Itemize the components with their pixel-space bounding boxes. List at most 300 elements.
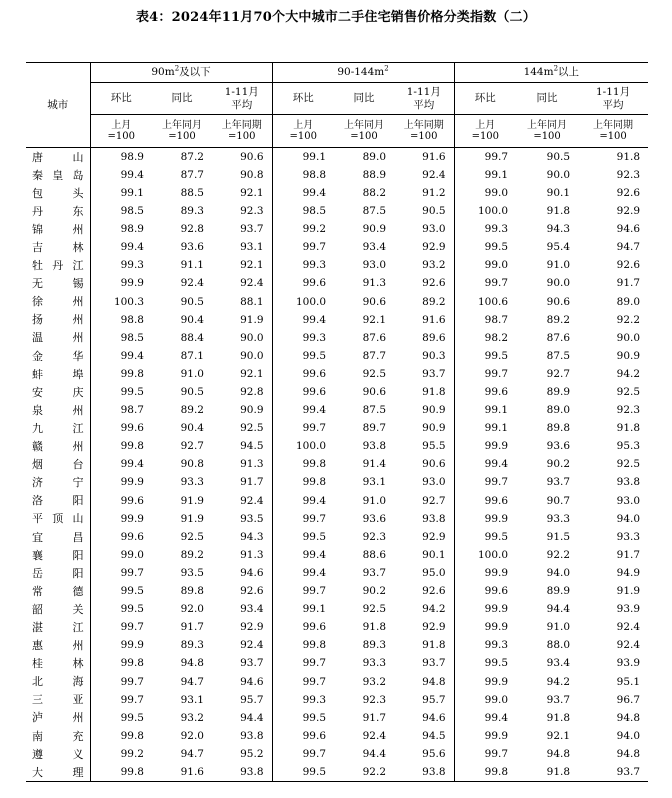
base-label-line1: 上月 xyxy=(475,119,496,131)
value-cell: 91.0 xyxy=(362,494,387,507)
city-name-cell: 安庆 xyxy=(26,383,90,401)
value-cell: 92.6 xyxy=(394,275,454,293)
value-cell: 99.3 xyxy=(484,639,509,652)
base-header xyxy=(272,115,334,148)
value-cell: 99.4 xyxy=(120,241,144,254)
value-cell: 99.9 xyxy=(484,440,509,453)
value-cell: 94.6 xyxy=(394,709,454,727)
value-cell: 92.1 xyxy=(212,365,272,383)
value-cell: 99.3 xyxy=(302,331,327,344)
city-name-cell: 九江 xyxy=(26,419,90,437)
value-cell: 92.3 xyxy=(362,530,387,543)
city-name-cell: 韶关 xyxy=(26,600,90,618)
table-row xyxy=(26,637,648,655)
table-row xyxy=(26,745,648,763)
city-column-header: 城市 xyxy=(26,63,90,148)
value-cell: 94.5 xyxy=(212,438,272,456)
value-cell: 91.6 xyxy=(394,311,454,329)
value-cell: 93.6 xyxy=(546,440,571,453)
table-row xyxy=(26,655,648,673)
value-cell: 99.4 xyxy=(302,404,327,417)
value-cell: 94.3 xyxy=(212,528,272,546)
value-cell: 99.7 xyxy=(484,747,509,760)
value-cell: 94.2 xyxy=(394,600,454,618)
value-cell: 100.6 xyxy=(477,295,509,308)
group-label-sup: 2 xyxy=(553,64,559,73)
city-name-cell: 温州 xyxy=(26,329,90,347)
table-row xyxy=(26,220,648,238)
value-cell: 99.5 xyxy=(120,386,144,399)
value-cell: 93.2 xyxy=(394,257,454,275)
table-row xyxy=(26,727,648,745)
value-cell: 99.5 xyxy=(484,241,509,254)
value-cell: 99.1 xyxy=(484,404,509,417)
value-cell: 91.3 xyxy=(212,456,272,474)
value-cell: 88.0 xyxy=(546,639,571,652)
value-cell: 87.1 xyxy=(180,349,204,362)
value-cell: 94.7 xyxy=(616,241,641,254)
table-row xyxy=(26,691,648,709)
value-cell: 99.8 xyxy=(302,476,327,489)
value-cell: 99.9 xyxy=(120,639,144,652)
value-cell: 90.3 xyxy=(394,347,454,365)
table-row xyxy=(26,510,648,528)
value-cell: 93.2 xyxy=(362,675,387,688)
value-cell: 95.5 xyxy=(394,438,454,456)
value-cell: 95.6 xyxy=(394,745,454,763)
city-name-cell: 宜昌 xyxy=(26,528,90,546)
value-cell: 90.2 xyxy=(362,585,387,598)
value-cell: 93.8 xyxy=(394,510,454,528)
value-cell: 89.2 xyxy=(546,313,571,326)
table-row xyxy=(26,564,648,582)
value-cell: 94.7 xyxy=(180,747,204,760)
value-cell: 91.1 xyxy=(180,259,204,272)
value-cell: 93.3 xyxy=(546,512,571,525)
value-cell: 92.4 xyxy=(616,639,641,652)
value-cell: 93.8 xyxy=(212,763,272,782)
value-cell: 96.7 xyxy=(616,693,641,706)
metric-label-line2: 平均 xyxy=(231,98,253,111)
value-cell: 91.8 xyxy=(362,621,387,634)
city-name-cell: 大理 xyxy=(26,763,90,782)
value-cell: 99.1 xyxy=(120,186,144,199)
value-cell: 99.5 xyxy=(272,763,334,782)
value-cell: 91.8 xyxy=(546,711,571,724)
base-header xyxy=(516,115,578,148)
value-cell: 91.6 xyxy=(152,763,212,782)
value-cell: 92.3 xyxy=(616,404,641,417)
city-name-cell: 金华 xyxy=(26,347,90,365)
table-row xyxy=(26,582,648,600)
value-cell: 99.1 xyxy=(302,150,327,163)
value-cell: 99.4 xyxy=(120,458,144,471)
table-row xyxy=(26,600,648,618)
value-cell: 93.7 xyxy=(394,655,454,673)
value-cell: 90.1 xyxy=(546,186,571,199)
value-cell: 89.0 xyxy=(546,404,571,417)
group-header-1 xyxy=(90,63,272,83)
value-cell: 93.8 xyxy=(394,763,454,782)
value-cell: 87.7 xyxy=(180,168,204,181)
value-cell: 94.2 xyxy=(546,675,571,688)
table-row xyxy=(26,365,648,383)
value-cell: 90.5 xyxy=(546,150,571,163)
value-cell: 93.9 xyxy=(616,657,641,670)
base-header xyxy=(334,115,394,148)
value-cell: 99.4 xyxy=(484,711,509,724)
value-cell: 99.4 xyxy=(302,566,327,579)
value-cell: 92.4 xyxy=(180,277,204,290)
value-cell: 94.7 xyxy=(180,675,204,688)
value-cell: 99.0 xyxy=(484,693,509,706)
value-cell: 99.8 xyxy=(302,458,327,471)
value-cell: 93.7 xyxy=(546,476,571,489)
value-cell: 99.7 xyxy=(484,277,509,290)
value-cell: 93.5 xyxy=(212,510,272,528)
value-cell: 98.7 xyxy=(120,404,144,417)
table-row xyxy=(26,673,648,691)
value-cell: 98.5 xyxy=(302,205,327,218)
value-cell: 91.7 xyxy=(180,621,204,634)
base-label-line1: 上年同月 xyxy=(527,119,568,131)
table-row xyxy=(26,763,648,782)
city-name-cell: 遵义 xyxy=(26,745,90,763)
value-cell: 92.2 xyxy=(546,548,571,561)
city-name-cell: 桂林 xyxy=(26,655,90,673)
value-cell: 88.1 xyxy=(212,293,272,311)
value-cell: 88.4 xyxy=(180,331,204,344)
value-cell: 92.9 xyxy=(616,205,641,218)
value-cell: 99.3 xyxy=(120,259,144,272)
city-name-cell: 烟台 xyxy=(26,456,90,474)
value-cell: 91.0 xyxy=(546,621,571,634)
city-name-cell: 赣州 xyxy=(26,438,90,456)
value-cell: 95.7 xyxy=(212,691,272,709)
value-cell: 90.0 xyxy=(546,168,571,181)
value-cell: 98.9 xyxy=(120,150,144,163)
value-cell: 91.7 xyxy=(362,711,387,724)
value-cell: 89.0 xyxy=(616,295,641,308)
value-cell: 99.7 xyxy=(120,675,144,688)
value-cell: 99.1 xyxy=(484,168,509,181)
value-cell: 99.6 xyxy=(302,621,327,634)
value-cell: 99.5 xyxy=(484,349,509,362)
value-cell: 91.0 xyxy=(180,367,204,380)
value-cell: 99.6 xyxy=(484,386,509,399)
city-name-cell: 丹东 xyxy=(26,202,90,220)
value-cell: 100.0 xyxy=(295,295,327,308)
value-cell: 95.2 xyxy=(212,745,272,763)
value-cell: 92.4 xyxy=(212,275,272,293)
value-cell: 89.2 xyxy=(394,293,454,311)
city-name-cell: 济宁 xyxy=(26,474,90,492)
value-cell: 91.9 xyxy=(180,512,204,525)
metric-label-line1: 环比 xyxy=(292,92,314,105)
base-label-line1: 上月 xyxy=(293,119,314,131)
value-cell: 90.2 xyxy=(546,458,571,471)
value-cell: 99.3 xyxy=(302,693,327,706)
value-cell: 92.9 xyxy=(394,528,454,546)
value-cell: 92.9 xyxy=(394,238,454,256)
value-cell: 92.5 xyxy=(616,458,641,471)
city-name-cell: 惠州 xyxy=(26,637,90,655)
value-cell: 98.8 xyxy=(302,168,327,181)
value-cell: 93.1 xyxy=(362,476,387,489)
value-cell: 93.6 xyxy=(180,241,204,254)
value-cell: 99.2 xyxy=(302,223,327,236)
table-title: 表4：2024年11月70个大中城市二手住宅销售价格分类指数（二） xyxy=(135,10,536,25)
city-name-cell: 蚌埠 xyxy=(26,365,90,383)
value-cell: 99.9 xyxy=(484,603,509,616)
value-cell: 89.8 xyxy=(546,422,571,435)
value-cell: 93.6 xyxy=(362,512,387,525)
table-row xyxy=(26,383,648,401)
base-label-line2: =100 xyxy=(410,131,438,142)
value-cell: 94.0 xyxy=(616,729,641,742)
value-cell: 99.0 xyxy=(484,186,509,199)
value-cell: 99.0 xyxy=(484,259,509,272)
base-label-line2: =100 xyxy=(350,131,378,142)
value-cell: 92.6 xyxy=(212,582,272,600)
base-label-line2: =100 xyxy=(599,131,627,142)
value-cell: 92.8 xyxy=(212,383,272,401)
metric-header xyxy=(152,83,212,115)
value-cell: 99.8 xyxy=(120,367,144,380)
value-cell: 93.3 xyxy=(362,657,387,670)
value-cell: 91.8 xyxy=(394,637,454,655)
value-cell: 90.9 xyxy=(394,419,454,437)
city-name-cell: 唐山 xyxy=(26,148,90,167)
value-cell: 99.7 xyxy=(120,621,144,634)
value-cell: 91.3 xyxy=(362,277,387,290)
value-cell: 99.0 xyxy=(120,548,144,561)
value-cell: 91.7 xyxy=(212,474,272,492)
value-cell: 98.2 xyxy=(484,331,509,344)
base-header xyxy=(578,115,648,148)
value-cell: 92.1 xyxy=(546,729,571,742)
value-cell: 90.0 xyxy=(546,277,571,290)
value-cell: 88.2 xyxy=(362,186,387,199)
table-row xyxy=(26,438,648,456)
value-cell: 92.9 xyxy=(394,618,454,636)
city-name-cell: 无锡 xyxy=(26,275,90,293)
group-label-sup: 2 xyxy=(174,64,180,73)
value-cell: 94.8 xyxy=(616,747,641,760)
value-cell: 98.9 xyxy=(120,223,144,236)
table-row xyxy=(26,347,648,365)
value-cell: 87.5 xyxy=(362,205,387,218)
value-cell: 90.4 xyxy=(180,313,204,326)
value-cell: 90.5 xyxy=(180,386,204,399)
value-cell: 91.6 xyxy=(394,148,454,167)
value-cell: 99.9 xyxy=(120,512,144,525)
value-cell: 90.5 xyxy=(180,295,204,308)
value-cell: 94.6 xyxy=(616,223,641,236)
value-cell: 92.0 xyxy=(180,729,204,742)
value-cell: 92.4 xyxy=(616,621,641,634)
header-row-metrics xyxy=(26,83,648,115)
value-cell: 91.8 xyxy=(516,763,578,782)
value-cell: 92.4 xyxy=(362,729,387,742)
city-name-cell: 南充 xyxy=(26,727,90,745)
value-cell: 92.5 xyxy=(212,419,272,437)
metric-label-line1: 同比 xyxy=(536,92,558,105)
value-cell: 91.8 xyxy=(546,205,571,218)
value-cell: 98.5 xyxy=(120,331,144,344)
value-cell: 90.4 xyxy=(180,422,204,435)
city-name-cell: 襄阳 xyxy=(26,546,90,564)
value-cell: 93.1 xyxy=(180,693,204,706)
value-cell: 93.7 xyxy=(212,655,272,673)
value-cell: 87.5 xyxy=(362,404,387,417)
city-name-cell: 北海 xyxy=(26,673,90,691)
value-cell: 94.4 xyxy=(212,709,272,727)
city-name-cell: 徐州 xyxy=(26,293,90,311)
value-cell: 91.9 xyxy=(180,494,204,507)
header-row-bases xyxy=(26,115,648,148)
value-cell: 92.5 xyxy=(362,603,387,616)
value-cell: 95.4 xyxy=(546,241,571,254)
value-cell: 94.6 xyxy=(212,564,272,582)
value-cell: 87.5 xyxy=(546,349,571,362)
metric-label-line1: 1-11月 xyxy=(224,86,259,99)
value-cell: 99.7 xyxy=(120,566,144,579)
base-label-line1: 上年同月 xyxy=(344,119,385,131)
value-cell: 99.9 xyxy=(484,566,509,579)
table-row xyxy=(26,275,648,293)
city-name-cell: 扬州 xyxy=(26,311,90,329)
table-row xyxy=(26,456,648,474)
base-label-line2: =100 xyxy=(289,131,317,142)
value-cell: 92.3 xyxy=(616,168,641,181)
base-header xyxy=(90,115,152,148)
base-label-line2: =100 xyxy=(228,131,256,142)
metric-label-line1: 环比 xyxy=(474,92,496,105)
value-cell: 90.6 xyxy=(362,295,387,308)
value-cell: 99.7 xyxy=(302,512,327,525)
base-label-line2: =100 xyxy=(533,131,561,142)
value-cell: 93.1 xyxy=(212,238,272,256)
value-cell: 89.7 xyxy=(362,422,387,435)
value-cell: 92.6 xyxy=(616,259,641,272)
value-cell: 92.5 xyxy=(362,367,387,380)
table-body xyxy=(26,148,648,782)
value-cell: 99.2 xyxy=(120,747,144,760)
value-cell: 93.8 xyxy=(212,727,272,745)
value-cell: 92.7 xyxy=(180,440,204,453)
base-label-line1: 上年同期 xyxy=(593,119,634,131)
group-label-tail: 及以下 xyxy=(179,66,211,79)
value-cell: 92.5 xyxy=(616,386,641,399)
value-cell: 99.4 xyxy=(120,168,144,181)
city-name-cell: 包头 xyxy=(26,184,90,202)
value-cell: 90.9 xyxy=(212,401,272,419)
value-cell: 93.7 xyxy=(394,365,454,383)
value-cell: 93.0 xyxy=(362,259,387,272)
base-label-line1: 上年同月 xyxy=(162,119,202,131)
value-cell: 94.4 xyxy=(546,603,571,616)
city-name-cell: 岳阳 xyxy=(26,564,90,582)
value-cell: 90.1 xyxy=(394,546,454,564)
metric-header xyxy=(454,83,516,115)
metric-label-line1: 环比 xyxy=(110,92,132,105)
value-cell: 99.6 xyxy=(484,494,509,507)
value-cell: 99.3 xyxy=(302,259,327,272)
value-cell: 92.3 xyxy=(212,202,272,220)
value-cell: 90.0 xyxy=(212,347,272,365)
value-cell: 99.5 xyxy=(120,603,144,616)
base-label-line2: =100 xyxy=(168,131,196,142)
value-cell: 99.7 xyxy=(302,675,327,688)
value-cell: 99.9 xyxy=(120,277,144,290)
value-cell: 92.4 xyxy=(394,166,454,184)
value-cell: 95.3 xyxy=(616,440,641,453)
value-cell: 93.8 xyxy=(362,440,387,453)
base-header xyxy=(152,115,212,148)
value-cell: 94.4 xyxy=(362,747,387,760)
value-cell: 99.4 xyxy=(120,349,144,362)
value-cell: 91.9 xyxy=(616,585,641,598)
table-row xyxy=(26,329,648,347)
value-cell: 91.7 xyxy=(616,548,641,561)
value-cell: 92.4 xyxy=(212,637,272,655)
value-cell: 99.7 xyxy=(302,585,327,598)
value-cell: 95.0 xyxy=(394,564,454,582)
base-label-line1: 上月 xyxy=(111,119,132,131)
value-cell: 99.8 xyxy=(120,657,144,670)
value-cell: 99.6 xyxy=(120,530,144,543)
value-cell: 93.2 xyxy=(180,711,204,724)
metric-header xyxy=(90,83,152,115)
metric-label-line2: 平均 xyxy=(602,98,624,111)
value-cell: 99.6 xyxy=(302,386,327,399)
value-cell: 88.6 xyxy=(362,548,387,561)
value-cell: 92.3 xyxy=(362,693,387,706)
value-cell: 93.3 xyxy=(180,476,204,489)
value-cell: 99.1 xyxy=(484,422,509,435)
table-row xyxy=(26,311,648,329)
table-row xyxy=(26,474,648,492)
group-header-3 xyxy=(454,63,648,83)
value-cell: 94.8 xyxy=(546,747,571,760)
value-cell: 93.0 xyxy=(394,220,454,238)
value-cell: 93.7 xyxy=(212,220,272,238)
price-index-table xyxy=(26,62,648,782)
value-cell: 99.5 xyxy=(302,711,327,724)
value-cell: 92.8 xyxy=(180,223,204,236)
value-cell: 91.8 xyxy=(616,422,641,435)
value-cell: 92.1 xyxy=(362,313,387,326)
value-cell: 99.8 xyxy=(454,763,516,782)
metric-label-line1: 同比 xyxy=(353,92,375,105)
value-cell: 92.2 xyxy=(334,763,394,782)
city-name-cell: 三亚 xyxy=(26,691,90,709)
value-cell: 91.7 xyxy=(616,277,641,290)
value-cell: 91.4 xyxy=(362,458,387,471)
value-cell: 100.0 xyxy=(295,440,327,453)
table-row xyxy=(26,528,648,546)
metric-header xyxy=(516,83,578,115)
value-cell: 99.7 xyxy=(302,241,327,254)
value-cell: 92.2 xyxy=(616,313,641,326)
value-cell: 90.9 xyxy=(362,223,387,236)
group-label-main: 90m xyxy=(151,66,175,79)
group-label-main: 144m xyxy=(523,66,554,79)
base-header xyxy=(454,115,516,148)
table-row xyxy=(26,293,648,311)
value-cell: 99.6 xyxy=(120,494,144,507)
